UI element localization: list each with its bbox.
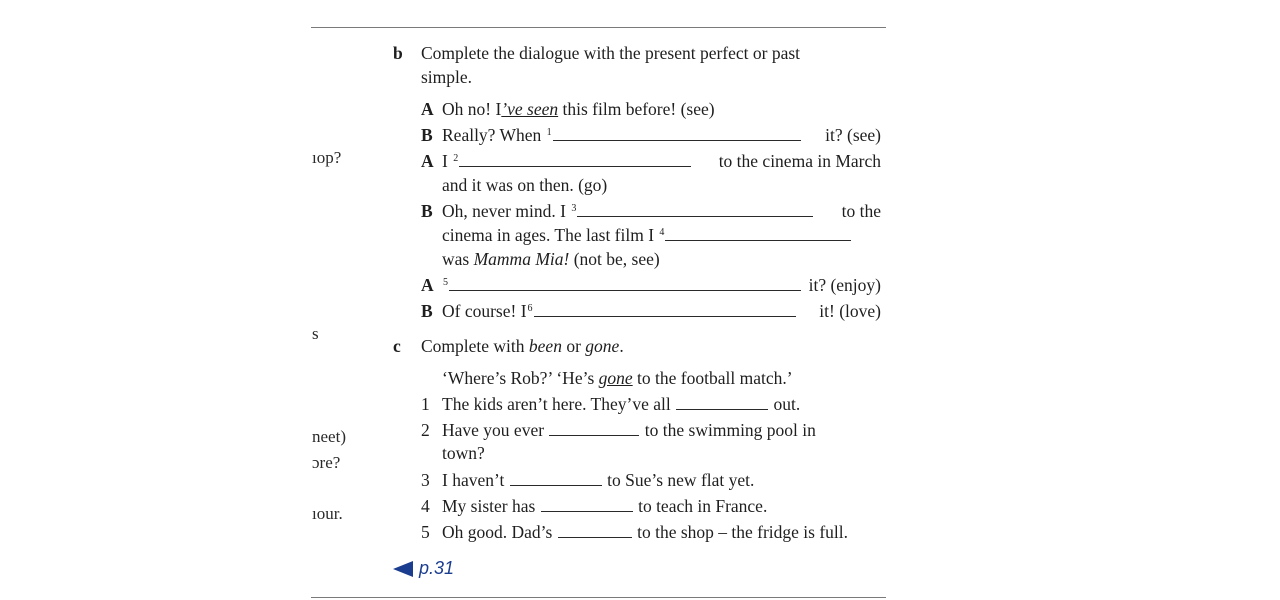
- instruction-text: or: [561, 336, 586, 356]
- answer-blank[interactable]: [549, 421, 639, 436]
- dialogue-pre: I: [442, 151, 448, 171]
- item-post: to the shop – the fridge is full.: [637, 522, 849, 542]
- section-c-instruction: [421, 335, 624, 357]
- item-text: [442, 521, 848, 543]
- blank-number: 4: [659, 227, 665, 238]
- section-b-label: b: [393, 43, 403, 63]
- item-number: 3: [421, 470, 430, 490]
- dialogue-pre: Of course! I: [442, 301, 527, 321]
- instruction-word: been: [528, 336, 562, 356]
- item-post: to the swimming pool in: [644, 420, 816, 440]
- instruction-text: simple.: [421, 67, 473, 87]
- dialogue-text: [442, 274, 802, 296]
- dialogue-text: [442, 98, 715, 120]
- dialogue-post: to the: [841, 201, 881, 221]
- speaker-label: B: [421, 301, 433, 321]
- speaker-label: B: [421, 201, 433, 221]
- dialogue-text: [442, 300, 797, 322]
- bottom-rule: [311, 597, 886, 598]
- example-answer: gone: [598, 368, 633, 388]
- section-b-instruction: Complete the dialogue with the present perfect or past: [421, 43, 801, 63]
- answer-blank[interactable]: [577, 202, 813, 217]
- speaker-label: A: [421, 99, 434, 119]
- section-c-label: c: [393, 336, 401, 356]
- dialogue-post: it? (enjoy): [808, 275, 881, 295]
- item-text: [442, 495, 767, 517]
- dialogue-pre: Really? When: [442, 125, 542, 145]
- answer-blank[interactable]: [459, 152, 691, 167]
- dialogue-cont: and it was on then. (go): [442, 175, 608, 195]
- item-text: [442, 393, 800, 415]
- film-title: Mamma Mia!: [473, 249, 570, 269]
- blank-number: 5: [443, 277, 448, 288]
- instruction-word: gone: [585, 336, 620, 356]
- dialogue-cont: [442, 248, 660, 270]
- margin-fragment: ıour.: [312, 504, 343, 523]
- dialogue-pre: Oh, never mind. I: [442, 201, 566, 221]
- answer-blank[interactable]: [449, 276, 801, 291]
- example-pre: ‘Where’s Rob?’ ‘He’s: [442, 368, 599, 388]
- dialogue-cont-text: (not be, see): [569, 249, 660, 269]
- margin-fragment: s: [312, 324, 319, 343]
- page-reference[interactable]: [393, 558, 454, 579]
- answer-blank[interactable]: [665, 226, 851, 241]
- answer-blank[interactable]: [558, 523, 632, 538]
- instruction-text: .: [619, 336, 624, 356]
- speaker-label: B: [421, 125, 433, 145]
- item-pre: Oh good. Dad’s: [442, 522, 553, 542]
- item-pre: Have you ever: [442, 420, 545, 440]
- speaker-label: A: [421, 275, 434, 295]
- answer-blank[interactable]: [676, 395, 768, 410]
- item-number: 2: [421, 420, 430, 440]
- item-number: 5: [421, 522, 430, 542]
- dialogue-post: this film before! (see): [558, 99, 715, 119]
- margin-fragment: neet): [312, 427, 346, 446]
- exercise-content: [393, 0, 888, 600]
- back-arrow-icon: [393, 561, 413, 577]
- dialogue-cont-text: was: [442, 249, 474, 269]
- dialogue-text: [442, 200, 814, 222]
- answer-blank[interactable]: [541, 497, 633, 512]
- blank-number: 6: [527, 303, 533, 314]
- answer-blank[interactable]: [534, 302, 796, 317]
- page-reference-text: p.31: [419, 558, 455, 578]
- item-number: 1: [421, 394, 430, 414]
- dialogue-pre: Oh no! I: [442, 99, 502, 119]
- item-pre: The kids aren’t here. They’ve all: [442, 394, 671, 414]
- item-post: to Sue’s new flat yet.: [607, 470, 755, 490]
- example-answer: ’ve seen: [501, 99, 559, 119]
- instruction-text: Complete with: [421, 336, 529, 356]
- right-margin-area: [886, 0, 1280, 600]
- item-post: to teach in France.: [638, 496, 768, 516]
- dialogue-post: it? (see): [825, 125, 881, 145]
- item-text: [442, 419, 816, 441]
- dialogue-post: to the cinema in March: [718, 151, 881, 171]
- example-text: [442, 367, 793, 389]
- item-text: [442, 469, 754, 491]
- margin-fragment: ıop?: [312, 148, 342, 167]
- blank-number: 2: [453, 153, 459, 164]
- dialogue-cont: [442, 224, 852, 246]
- item-pre: I haven’t: [442, 470, 505, 490]
- answer-blank[interactable]: [553, 126, 801, 141]
- dialogue-text: [442, 124, 802, 146]
- speaker-label: A: [421, 151, 434, 171]
- item-pre: My sister has: [442, 496, 536, 516]
- example-post: to the football match.’: [632, 368, 793, 388]
- item-cont: town?: [442, 443, 485, 463]
- item-post: out.: [773, 394, 801, 414]
- dialogue-cont-text: cinema in ages. The last film I: [442, 225, 655, 245]
- blank-number: 3: [571, 203, 577, 214]
- dialogue-text: [442, 150, 692, 172]
- item-number: 4: [421, 496, 430, 516]
- blank-number: 1: [546, 127, 552, 138]
- left-margin-area: [0, 0, 311, 600]
- dialogue-post: it! (love): [819, 301, 881, 321]
- margin-fragment: ɔre?: [312, 453, 341, 472]
- answer-blank[interactable]: [510, 471, 602, 486]
